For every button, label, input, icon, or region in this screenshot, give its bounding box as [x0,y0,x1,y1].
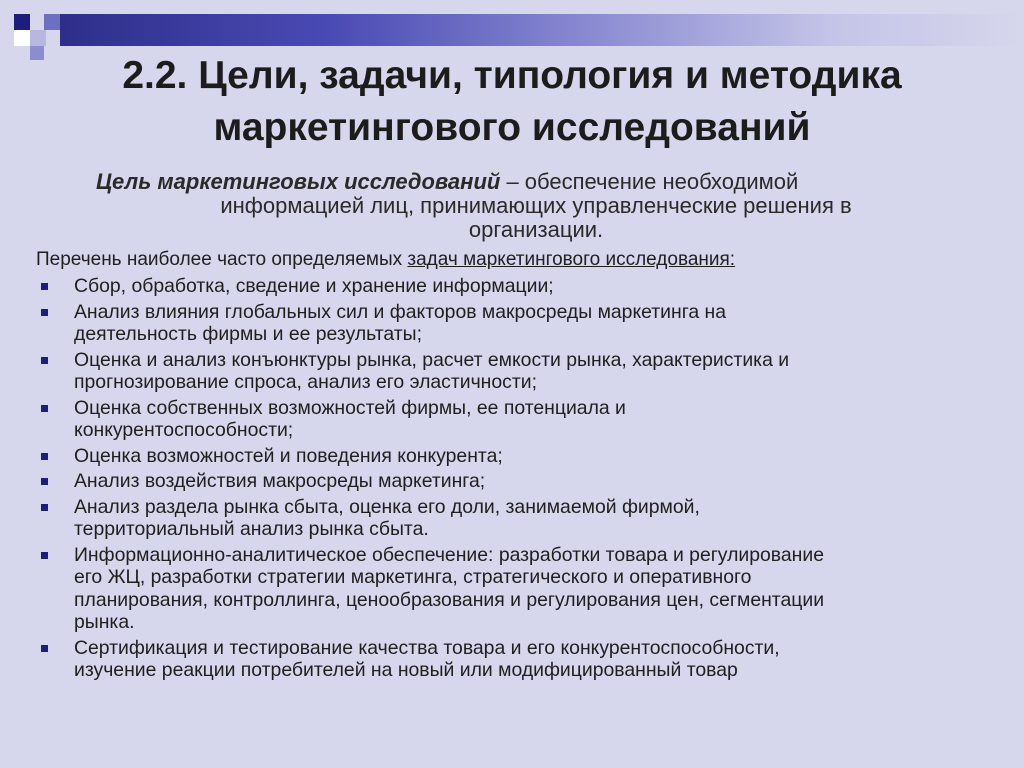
list-item [36,496,996,541]
decor-square-light [30,30,46,46]
list-item [36,301,996,346]
slide-title [30,50,994,154]
decor-square-dark [14,14,30,30]
square-bullet-icon [41,645,48,652]
slide-title-line-1: 2.2. Цели, задачи, типология и методика [122,54,902,97]
list-item-text: его ЖЦ, разработки стратегии маркетинга, стратегического и оперативного [74,566,752,588]
decor-square-mid [44,14,60,30]
square-bullet-icon [41,504,48,511]
list-item-text: Оценка возможностей и поведения конкурента; [74,444,503,467]
square-bullet-icon [41,283,48,290]
list-item [36,397,996,442]
slide-title-line-2: маркетингового исследований [213,106,811,149]
header-gradient-bar [60,14,1024,46]
goal-term: Цель маркетинговых исследований [96,169,501,194]
list-item-text: изучение реакции потребителей на новый или модифицированный товар [74,659,738,681]
square-bullet-icon [41,405,48,412]
list-item [36,275,996,298]
square-bullet-icon [41,309,48,316]
list-item-text: Информационно-аналитическое обеспечение: разработки товара и регулирование [74,543,824,566]
list-item-text: территориальный анализ рынка сбыта. [74,518,429,540]
decor-square-white [14,30,30,46]
list-item-text: планирования, контроллинга, ценообразования и регулирования цен, сегментации [74,588,825,611]
list-item [36,470,996,493]
list-item-text: конкурентоспособности; [74,419,294,441]
list-item-text: Оценка собственных возможностей фирмы, ее потенциала и [74,396,626,419]
list-item-text: Сбор, обработка, сведение и хранение информации; [74,275,554,297]
goal-definition [96,170,976,242]
square-bullet-icon [41,453,48,460]
list-item-text: Анализ влияния глобальных сил и факторов макросреды маркетинга на [74,300,727,323]
list-item [36,544,996,634]
tasks-intro [36,249,735,271]
tasks-intro-link-text: задач маркетингового исследования: [407,249,736,270]
tasks-intro-text: Перечень наиболее часто определяемых [36,249,408,270]
list-item-text: Анализ воздействия макросреды маркетинга; [74,470,486,492]
list-item [36,637,996,682]
square-bullet-icon [41,552,48,559]
tasks-list [36,275,996,685]
list-item-text: прогнозирование спроса, анализ его эластичности; [74,371,537,393]
list-item-text: Анализ раздела рынка сбыта, оценка его доли, занимаемой фирмой, [74,495,700,518]
list-item-text: Сертификация и тестирование качества товара и его конкурентоспособности, [74,636,780,659]
square-bullet-icon [41,357,48,364]
list-item [36,445,996,468]
square-bullet-icon [41,478,48,485]
goal-text-3: организации. [468,217,604,242]
goal-text-1: – обеспечение необходимой [500,169,799,194]
list-item-text: деятельность фирмы и ее результаты; [74,323,422,345]
goal-text-2: информацией лиц, принимающих управленческие решения в [220,193,852,218]
list-item-text: Оценка и анализ конъюнктуры рынка, расчет емкости рынка, характеристика и [74,348,790,371]
list-item-text: рынка. [74,611,135,633]
list-item [36,349,996,394]
